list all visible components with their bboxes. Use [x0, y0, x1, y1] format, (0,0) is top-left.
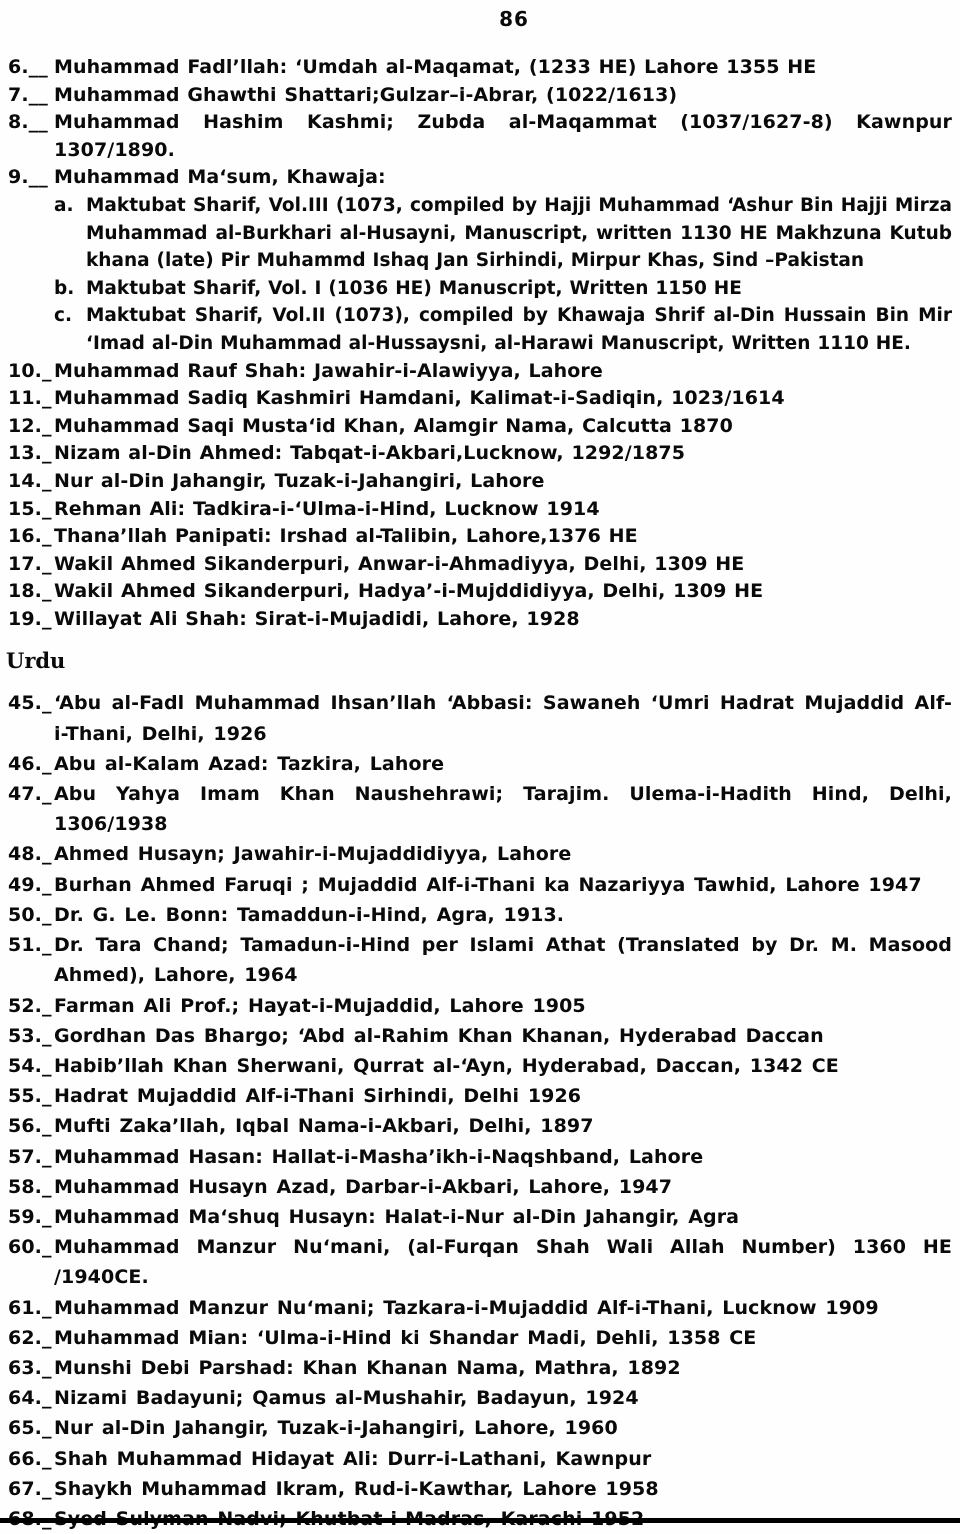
bibliography-entry	[4, 1383, 952, 1413]
bibliography-entry	[4, 1353, 952, 1383]
bibliography-entry	[4, 1323, 952, 1353]
section-bibliography-continued	[4, 54, 952, 633]
bibliography-entry	[4, 870, 952, 900]
entry-number: 63._	[8, 1356, 52, 1379]
bibliography-entry	[4, 779, 952, 839]
bibliography-subentry	[4, 275, 952, 303]
subentry-text: Maktubat Sharif, Vol.III (1073, compiled by Hajji Muhammad ‘Ashur Bin Hajji Mirza Muhammad al-Burkhari al-Husayni, Manuscript, written 1130 HE Makhzuna Kutub khana (late) Pir Muhammd Ishaq Jan Sirhindi, Mirpur Khas, Sind –Pakistan	[86, 194, 952, 272]
entry-text: Muhammad Manzur Nu‘mani, (al-Furqan Shah Wali Allah Number) 1360 HE /1940CE.	[54, 1236, 952, 1289]
entry-text: Muhammad Hashim Kashmi; Zubda al-Maqammat (1037/1627-8) Kawnpur 1307/1890.	[54, 111, 952, 161]
entry-number: 14._	[8, 469, 52, 492]
entry-number: 18._	[8, 580, 52, 603]
bibliography-entry	[4, 1172, 952, 1202]
entry-text: Muhammad Ghawthi Shattari;Gulzar–i-Abrar, (1022/1613)	[54, 83, 678, 106]
entry-text: Gordhan Das Bhargo; ‘Abd al-Rahim Khan Khanan, Hyderabad Daccan	[54, 1024, 824, 1047]
section-heading: Urdu	[6, 648, 66, 674]
entry-text: Muhammad Sadiq Kashmiri Hamdani, Kalimat-i-Sadiqin, 1023/1614	[54, 387, 785, 410]
entry-number: 15._	[8, 497, 52, 520]
page-header	[0, 0, 960, 31]
entry-number: 61._	[8, 1296, 52, 1319]
bibliography-subentry	[4, 302, 952, 357]
subentry-label: c.	[54, 305, 72, 327]
bibliography-entry	[4, 496, 952, 524]
bibliography-entry	[4, 1444, 952, 1474]
subentry-label: b.	[54, 277, 75, 299]
entry-number: 8.__	[8, 111, 48, 134]
subentry-text: Maktubat Sharif, Vol.II (1073), compiled by Khawaja Shrif al-Din Hussain Bin Mir ‘Imad al-Din Muhammad al-Hussaysni, al-Harawi Manuscript, Written 1110 HE.	[86, 305, 952, 354]
entry-number: 45._	[8, 692, 52, 715]
entry-text: Farman Ali Prof.; Hayat-i-Mujaddid, Lahore 1905	[54, 994, 586, 1017]
entry-text: Nur al-Din Jahangir, Tuzak-i-Jahangiri, Lahore, 1960	[54, 1417, 618, 1440]
bibliography-entry	[4, 749, 952, 779]
bibliography-entry	[4, 1232, 952, 1292]
entry-text: Muhammad Ma‘sum, Khawaja:	[54, 166, 386, 189]
entry-text: ‘Abu al-Fadl Muhammad Ihsan’llah ‘Abbasi: Sawaneh ‘Umri Hadrat Mujaddid Alf-i-Thani, Delhi, 1926	[54, 692, 952, 745]
entry-number: 64._	[8, 1387, 52, 1410]
entry-text: Hadrat Mujaddid Alf-i-Thani Sirhindi, Delhi 1926	[54, 1085, 582, 1108]
entry-text: Shaykh Muhammad Ikram, Rud-i-Kawthar, Lahore 1958	[54, 1477, 659, 1500]
entry-number: 56._	[8, 1115, 52, 1138]
entry-text: Nizami Badayuni; Qamus al-Mushahir, Badayun, 1924	[54, 1387, 639, 1410]
entry-text: Burhan Ahmed Faruqi ; Mujaddid Alf-i-Thani ka Nazariyya Tawhid, Lahore 1947	[54, 873, 922, 896]
entry-number: 57._	[8, 1145, 52, 1168]
section-urdu	[4, 647, 952, 1534]
entry-number: 58._	[8, 1175, 52, 1198]
entry-text: Abu Yahya Imam Khan Naushehrawi; Tarajim. Ulema-i-Hadith Hind, Delhi, 1306/1938	[54, 783, 952, 836]
bibliography-body	[0, 31, 960, 1534]
bibliography-entry	[4, 1021, 952, 1051]
entry-number: 65._	[8, 1417, 52, 1440]
entry-number: 17._	[8, 552, 52, 575]
subentry-label: a.	[54, 194, 74, 216]
entry-text: Muhammad Husayn Azad, Darbar-i-Akbari, Lahore, 1947	[54, 1175, 673, 1198]
bibliography-entry	[4, 358, 952, 386]
bibliography-entry	[4, 1474, 952, 1504]
entry-text: Wakil Ahmed Sikanderpuri, Hadya’-i-Mujddidiyya, Delhi, 1309 HE	[54, 580, 764, 603]
entry-text: Thana’llah Panipati: Irshad al-Talibin, Lahore,1376 HE	[54, 525, 638, 548]
bibliography-entry	[4, 440, 952, 468]
entry-number: 10._	[8, 359, 52, 382]
bibliography-entry	[4, 385, 952, 413]
scan-artifact-line	[0, 1518, 960, 1523]
entry-text: Muhammad Manzur Nu‘mani; Tazkara-i-Mujaddid Alf-i-Thani, Lucknow 1909	[54, 1296, 879, 1319]
bibliography-entry	[4, 413, 952, 441]
entry-text: Nizam al-Din Ahmed: Tabqat-i-Akbari,Lucknow, 1292/1875	[54, 442, 686, 465]
entry-number: 6.__	[8, 56, 48, 78]
bibliography-entry	[4, 164, 952, 192]
entry-text: Shah Muhammad Hidayat Ali: Durr-i-Lathani, Kawnpur	[54, 1447, 652, 1470]
bibliography-subentry	[4, 192, 952, 275]
entry-number: 54._	[8, 1054, 52, 1077]
bibliography-entry	[4, 551, 952, 579]
entry-text: Willayat Ali Shah: Sirat-i-Mujadidi, Lahore, 1928	[54, 607, 580, 630]
entry-text: Dr. G. Le. Bonn: Tamaddun-i-Hind, Agra, 1913.	[54, 903, 565, 926]
bibliography-entry	[4, 54, 952, 82]
bibliography-entry	[4, 688, 952, 748]
entry-text: Abu al-Kalam Azad: Tazkira, Lahore	[54, 752, 445, 775]
entry-number: 16._	[8, 525, 52, 548]
bibliography-entry	[4, 109, 952, 164]
entry-number: 53._	[8, 1024, 52, 1047]
entry-number: 55._	[8, 1085, 52, 1108]
subentry-text: Maktubat Sharif, Vol. I (1036 HE) Manuscript, Written 1150 HE	[86, 277, 742, 299]
bibliography-entry	[4, 1413, 952, 1443]
entry-number: 50._	[8, 903, 52, 926]
bibliography-entry	[4, 1202, 952, 1232]
bibliography-entry	[4, 991, 952, 1021]
bibliography-entry	[4, 930, 952, 990]
entry-number: 13._	[8, 442, 52, 465]
entry-text: Habib’llah Khan Sherwani, Qurrat al-‘Ayn, Hyderabad, Daccan, 1342 CE	[54, 1054, 839, 1077]
bibliography-entry	[4, 578, 952, 606]
entry-number: 59._	[8, 1205, 52, 1228]
entry-number: 49._	[8, 873, 52, 896]
entry-number: 46._	[8, 752, 52, 775]
entry-text: Wakil Ahmed Sikanderpuri, Anwar-i-Ahmadiyya, Delhi, 1309 HE	[54, 552, 745, 575]
bibliography-entry	[4, 900, 952, 930]
entry-text: Ahmed Husayn; Jawahir-i-Mujaddidiyya, Lahore	[54, 843, 572, 866]
entry-number: 51._	[8, 934, 52, 957]
entry-number: 47._	[8, 783, 52, 806]
bibliography-entry	[4, 1111, 952, 1141]
bibliography-entry	[4, 468, 952, 496]
entry-number: 52._	[8, 994, 52, 1017]
entry-number: 62._	[8, 1326, 52, 1349]
bibliography-entry	[4, 606, 952, 634]
entry-number: 19._	[8, 607, 52, 630]
entry-list	[4, 688, 952, 1534]
bibliography-entry	[4, 1051, 952, 1081]
bibliography-entry	[4, 1142, 952, 1172]
entry-text: Muhammad Fadl’llah: ‘Umdah al-Maqamat, (1233 HE) Lahore 1355 HE	[54, 56, 817, 78]
entry-number: 11._	[8, 387, 52, 410]
entry-text: Dr. Tara Chand; Tamadun-i-Hind per Islami Athat (Translated by Dr. M. Masood Ahmed), Lahore, 1964	[54, 934, 952, 987]
entry-number: 67._	[8, 1477, 52, 1500]
bibliography-entry	[4, 82, 952, 110]
bibliography-entry	[4, 1293, 952, 1323]
bibliography-entry	[4, 523, 952, 551]
entry-text: Mufti Zaka’llah, Iqbal Nama-i-Akbari, Delhi, 1897	[54, 1115, 594, 1138]
bibliography-entry	[4, 1081, 952, 1111]
entry-number: 48._	[8, 843, 52, 866]
entry-number: 7.__	[8, 83, 48, 106]
entry-text: Muhammad Hasan: Hallat-i-Masha’ikh-i-Naqshband, Lahore	[54, 1145, 704, 1168]
entry-list	[4, 54, 952, 633]
entry-text: Rehman Ali: Tadkira-i-‘Ulma-i-Hind, Lucknow 1914	[54, 497, 600, 520]
bibliography-entry	[4, 839, 952, 869]
page-number: 86	[499, 7, 529, 31]
entry-text: Muhammad Ma‘shuq Husayn: Halat-i-Nur al-Din Jahangir, Agra	[54, 1205, 740, 1228]
entry-text: Munshi Debi Parshad: Khan Khanan Nama, Mathra, 1892	[54, 1356, 681, 1379]
entry-number: 60._	[8, 1236, 52, 1259]
entry-number: 66._	[8, 1447, 52, 1470]
entry-text: Muhammad Rauf Shah: Jawahir-i-Alawiyya, Lahore	[54, 359, 603, 382]
entry-number: 12._	[8, 414, 52, 437]
entry-number: 9.__	[8, 166, 48, 189]
entry-text: Muhammad Saqi Musta‘id Khan, Alamgir Nama, Calcutta 1870	[54, 414, 733, 437]
entry-text: Nur al-Din Jahangir, Tuzak-i-Jahangiri, Lahore	[54, 469, 545, 492]
entry-text: Muhammad Mian: ‘Ulma-i-Hind ki Shandar Madi, Dehli, 1358 CE	[54, 1326, 757, 1349]
